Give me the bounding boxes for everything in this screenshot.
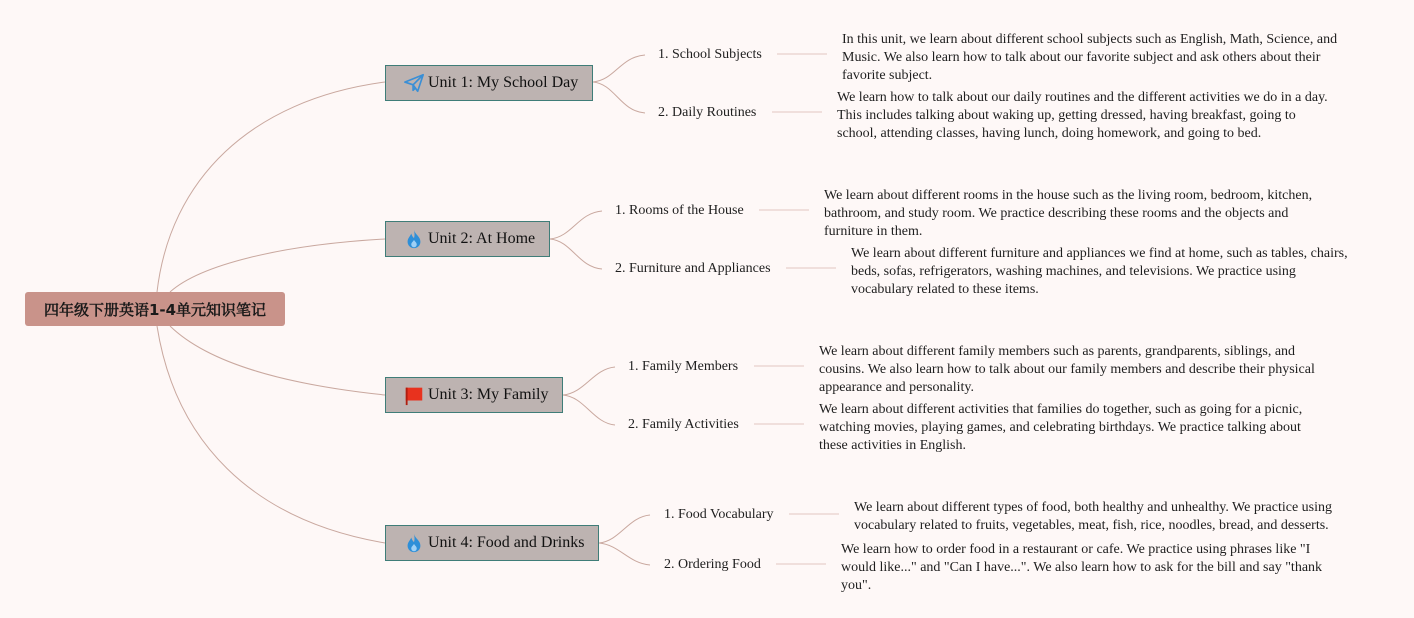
unit-4-topic-1-note: We learn about different types of food, both healthy and unhealthy. We practice using vocabulary related to fruits, vegetables, meat, fish, rice, noodles, bread, and desserts. [854, 500, 1333, 533]
unit-1-node[interactable] [385, 65, 593, 101]
unit-4-topic-1[interactable]: 1. Food Vocabulary [664, 507, 774, 522]
connector-unit4-topic2 [599, 543, 650, 565]
unit-2-topic-1-note: We learn about different rooms in the house such as the living room, bedroom, kitchen, bathroom, and study room. We practice describing these rooms and the objects and furniture in them. [824, 188, 1313, 239]
unit-1-topic-2[interactable]: 2. Daily Routines [658, 105, 757, 120]
unit-3-title: Unit 3: My Family [428, 386, 549, 403]
unit-3-topic-2[interactable]: 2. Family Activities [628, 417, 739, 432]
connector-unit1-topic1 [593, 55, 645, 82]
root-topic[interactable] [25, 292, 285, 326]
unit-3-node[interactable] [385, 377, 563, 413]
unit-3-topic-2-note: We learn about different activities that families do together, such as going for a picnic, watching movies, playing games, and celebrating birthdays. We practice talking about these activities in English. [819, 402, 1303, 453]
unit-1-topic-1[interactable]: 1. School Subjects [658, 47, 762, 62]
unit-2-topic-2-note: We learn about different furniture and appliances we find at home, such as tables, chairs, beds, sofas, refrigerators, washing machines, and televisions. We practice using vocabulary related to these items. [851, 246, 1348, 297]
unit-2-node[interactable] [385, 221, 550, 257]
unit-2-topic-1[interactable]: 1. Rooms of the House [615, 203, 744, 218]
unit-4-node[interactable] [385, 525, 599, 561]
unit-4-topic-2-note: We learn how to order food in a restaurant or cafe. We practice using phrases like "I would like..." and "Can I have...". We also learn how to ask for the bill and say "thank you". [841, 542, 1323, 593]
connector-unit3-topic1 [563, 367, 615, 395]
flame-icon [403, 532, 425, 554]
connector-root-unit1 [157, 82, 385, 292]
unit-1-topic-1-note: In this unit, we learn about different school subjects such as English, Math, Science, and Music. We also learn how to talk about our favorite subject and ask others about their favorite subject. [842, 32, 1338, 83]
unit-1-topic-2-note: We learn how to talk about our daily routines and the different activities we do in a day. This includes talking about waking up, getting dressed, having breakfast, going to school, attending classes, having lunch, doing homework, and going to bed. [837, 90, 1328, 141]
flame-icon [403, 228, 425, 250]
root-topic-label: 四年级下册英语1-4单元知识笔记 [43, 300, 267, 319]
connector-unit1-topic2 [593, 82, 645, 113]
connector-unit2-topic1 [550, 211, 602, 239]
connector-unit2-topic2 [550, 239, 602, 269]
unit-4-topic-2[interactable]: 2. Ordering Food [664, 557, 761, 572]
connector-unit4-topic1 [599, 515, 650, 543]
unit-1-title: Unit 1: My School Day [428, 74, 579, 91]
unit-3-topic-1-note: We learn about different family members such as parents, grandparents, siblings, and cousins. We also learn how to talk about our family members and describe their physical appearance and personality. [819, 344, 1315, 395]
unit-2-topic-2[interactable]: 2. Furniture and Appliances [615, 261, 771, 276]
connector-unit3-topic2 [563, 395, 615, 425]
red-flag-icon [403, 384, 425, 406]
unit-4-title: Unit 4: Food and Drinks [428, 534, 585, 551]
unit-3-topic-1[interactable]: 1. Family Members [628, 359, 739, 374]
connector-root-unit4 [157, 326, 385, 543]
connector-root-unit2 [170, 239, 385, 292]
paper-plane-icon [403, 72, 425, 94]
connector-root-unit3 [170, 326, 385, 395]
unit-2-title: Unit 2: At Home [428, 230, 536, 247]
